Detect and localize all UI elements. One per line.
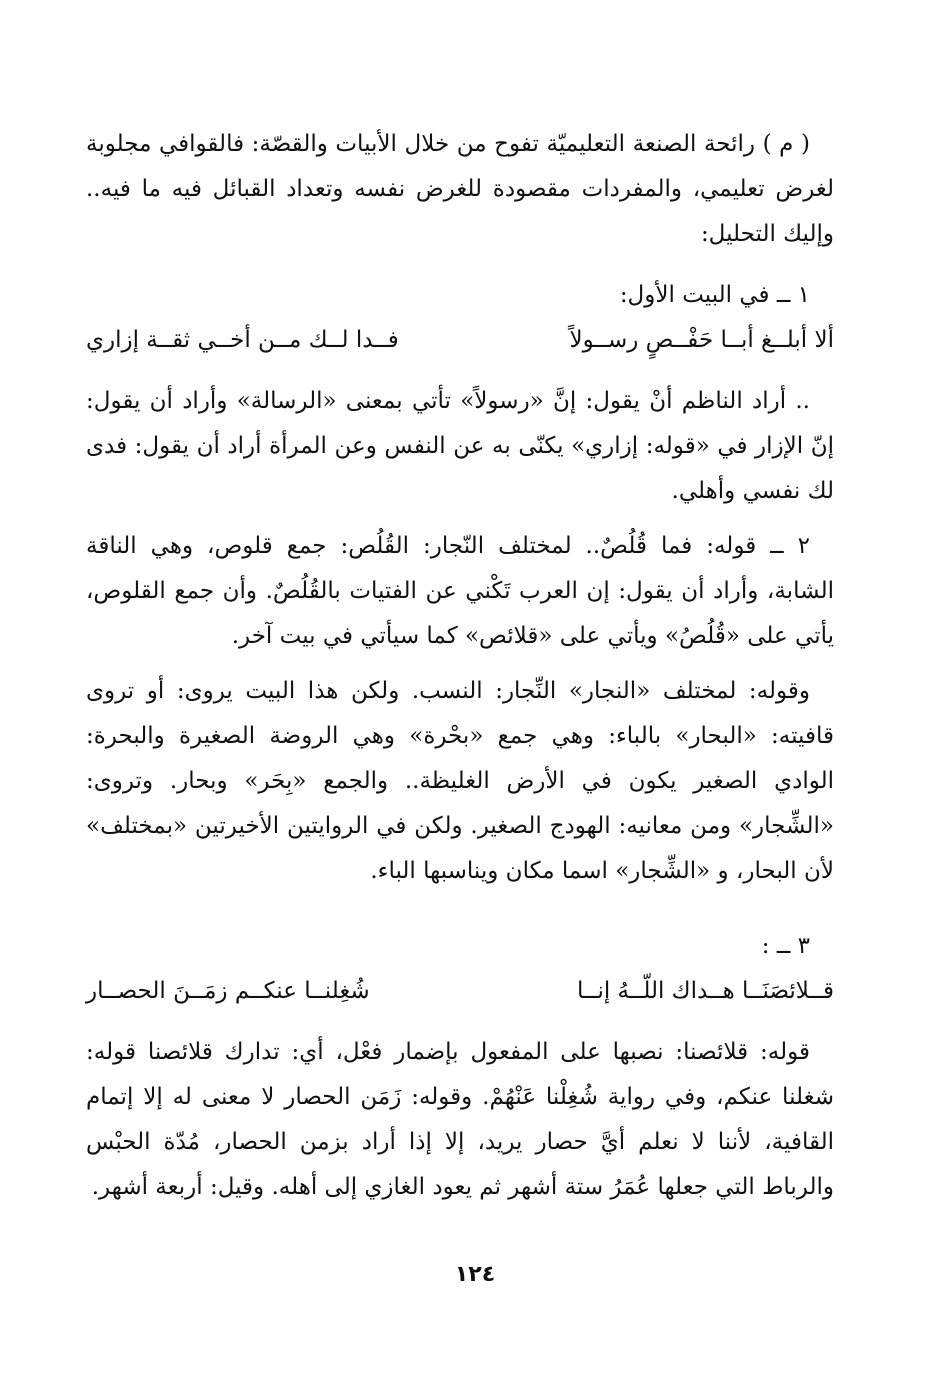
section-heading-3: ٣ ــ : (761, 933, 810, 959)
page-body (86, 122, 834, 1210)
verse-2-second-hemistich: شُغِلنــا عنكــم زمَــنَ الحصــار (86, 978, 370, 1004)
explanation-paragraph-3: قوله: قلائصنا: نصبها على المفعول بإضمار فعْل، أي: تدارك قلائصنا قوله: شغلنا عنكم، وفي رواية شُغِلْنا عَنْهُمْ. وقوله: زَمَن الحصار لا معنى له إلا إتمام القافية، لأننا لا نعلم أيَّ حصار يريد، إلا إذا أراد بزمن الحصار، مُدّة الحبْس والرباط التي جعلها عُمَرُ ستة أشهر ثم يعود الغازي إلى أهله. وقيل: أربعة أشهر. (86, 1039, 834, 1200)
verse-2 (86, 969, 834, 1014)
section-paragraph-2: ٢ ــ قوله: فما قُلُصٌ.. لمختلف النّجار: القُلُص: جمع قلوص، وهي الناقة الشابة، وأراد أن يقول: إن العرب تَكْني عن الفتيات بالقُلُصٌ. وأن جمع القلوص، يأتي على «قُلُصُ» ويأتي على «قلائص» كما سيأتي في بيت آخر. (86, 533, 834, 649)
explanation-paragraph-2: وقوله: لمختلف «النجار» النِّجار: النسب. ولكن هذا البيت يروى: أو تروى قافيته: «البحار» بالباء: وهي جمع «بحْرة» وهي الروضة الصغيرة والبحرة: الوادي الصغير يكون في الأرض الغليظة.. والجمع «بِحَر» وبحار. وتروى: «الشِّجار» ومن معانيه: الهودج الصغير. ولكن في الروايتين الأخيرتين «بمختلف» لأن البحار، و «الشِّجار» اسما مكان ويناسبها الباء. (86, 678, 834, 884)
page-number: ١٢٤ (454, 1262, 496, 1287)
verse-1-second-hemistich: فــدا لــك مــن أخــي ثقــة إزاري (86, 327, 399, 353)
verse-1-first-hemistich: ألا أبلــغ أبــا حَفْــصٍ رســولاً (569, 327, 834, 353)
explanation-paragraph-1: .. أراد الناظم أنْ يقول: إنَّ «رسولاً» تأتي بمعنى «الرسالة» وأراد أن يقول: إنّ الإزار في «قوله: إزاري» يكنّى به عن النفس وعن المرأة أراد أن يقول: فدى لك نفسي وأهلي. (86, 388, 834, 504)
section-heading-1: ١ ــ في البيت الأول: (619, 282, 810, 308)
verse-1 (86, 318, 834, 363)
intro-paragraph: ( م ) رائحة الصنعة التعليميّة تفوح من خلال الأبيات والقصّة: فالقوافي مجلوبة لغرض تعليمي، والمفردات مقصودة للغرض نفسه وتعداد القبائل فيه ما فيه.. وإليك التحليل: (86, 131, 834, 247)
verse-2-first-hemistich: قــلائصَنَــا هــداك اللّــهُ إنــا (576, 978, 834, 1004)
